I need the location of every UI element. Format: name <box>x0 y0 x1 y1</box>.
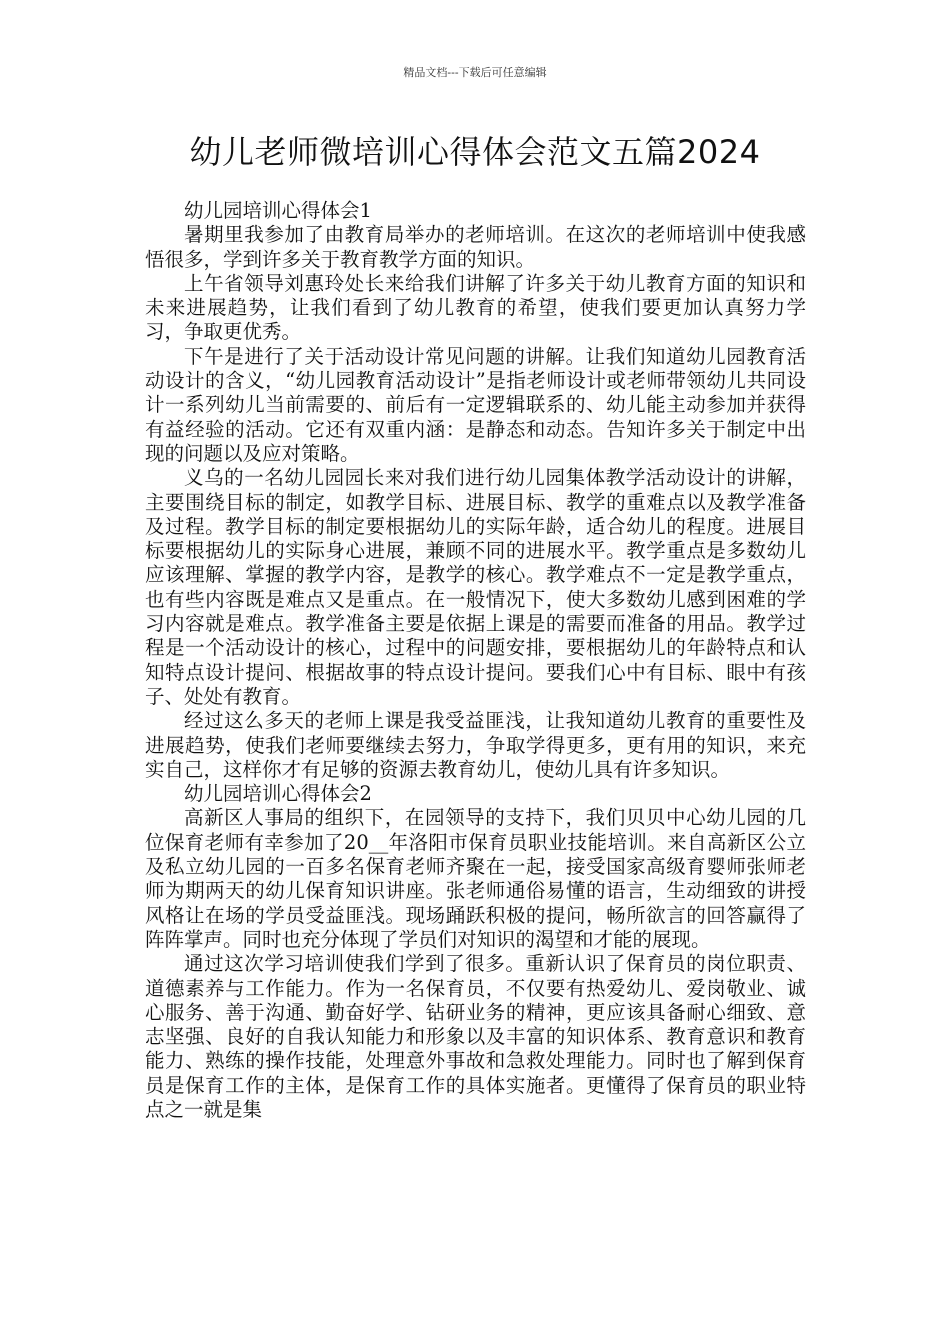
header-note: 精品文档---下载后可任意编辑 <box>403 66 547 79</box>
paragraph: 暑期里我参加了由教育局举办的老师培训。在这次的老师培训中使我感悟很多，学到许多关于教育教学方面的知识。 <box>145 223 806 271</box>
document-title: 幼儿老师微培训心得体会范文五篇2024 <box>189 133 761 171</box>
paragraph: 上午省领导刘惠玲处长来给我们讲解了许多关于幼儿教育方面的知识和未来进展趋势，让我们看到了幼儿教育的希望，使我们要更加认真努力学习，争取更优秀。 <box>145 271 806 344</box>
paragraph: 经过这么多天的老师上课是我受益匪浅，让我知道幼儿教育的重要性及进展趋势，使我们老师要继续去努力，争取学得更多，更有用的知识，来充实自己，这样你才有足够的资源去教育幼儿，使幼儿具有许多知识。 <box>145 709 806 781</box>
section-heading-2: 幼儿园培训心得体会2 <box>184 782 372 806</box>
paragraph: 高新区人事局的组织下，在园领导的支持下，我们贝贝中心幼儿园的几位保育老师有幸参加了20__年洛阳市保育员职业技能培训。来自高新区公立及私立幼儿园的一百多名保育老师齐聚在一起，接受国家高级育婴师张师老师为期两天的幼儿保育知识讲座。张老师通俗易懂的语言，生动细致的讲授风格让在场的学员受益匪浅。现场踊跃积极的提问，畅所欲言的回答赢得了阵阵掌声。同时也充分体现了学员们对知识的渴望和才能的展现。 <box>145 806 806 951</box>
paragraph: 下午是进行了关于活动设计常见问题的讲解。让我们知道幼儿园教育活动设计的含义，“幼儿园教育活动设计”是指老师设计或老师带领幼儿共同设计一系列幼儿当前需要的、前后有一定逻辑联系的、幼儿能主动参加并获得有益经验的活动。它还有双重内涵：是静态和动态。告知许多关于制定中出现的问题以及应对策略。 <box>145 344 806 465</box>
section-heading-1: 幼儿园培训心得体会1 <box>184 199 372 222</box>
paragraph: 通过这次学习培训使我们学到了很多。重新认识了保育员的岗位职责、道德素养与工作能力。作为一名保育员，不仅要有热爱幼儿、爱岗敬业、诚心服务、善于沟通、勤奋好学、钻研业务的精神，更应该具备耐心细致、意志坚强、良好的自我认知能力和形象以及丰富的知识体系、教育意识和教育能力、熟练的操作技能，处理意外事故和急救处理能力。同时也了解到保育员是保育工作的主体，是保育工作的具体实施者。更懂得了保育员的职业特点之一就是集 <box>145 952 806 1121</box>
paragraph: 义乌的一名幼儿园园长来对我们进行幼儿园集体教学活动设计的讲解，主要围绕目标的制定，如教学目标、进展目标、教学的重难点以及教学准备及过程。教学目标的制定要根据幼儿的实际年龄，适合幼儿的程度。进展目标要根据幼儿的实际身心进展，兼顾不同的进展水平。教学重点是多数幼儿应该理解、掌握的教学内容，是教学的核心。教学难点不一定是教学重点，也有些内容既是难点又是重点。在一般情况下，使大多数幼儿感到困难的学习内容就是难点。教学准备主要是依据上课是的需要而准备的用品。教学过程是一个活动设计的核心，过程中的问题安排，要根据幼儿的年龄特点和认知特点设计提问、根据故事的特点设计提问。要我们心中有目标、眼中有孩子、处处有教育。 <box>145 466 806 708</box>
document-body <box>145 199 806 1122</box>
